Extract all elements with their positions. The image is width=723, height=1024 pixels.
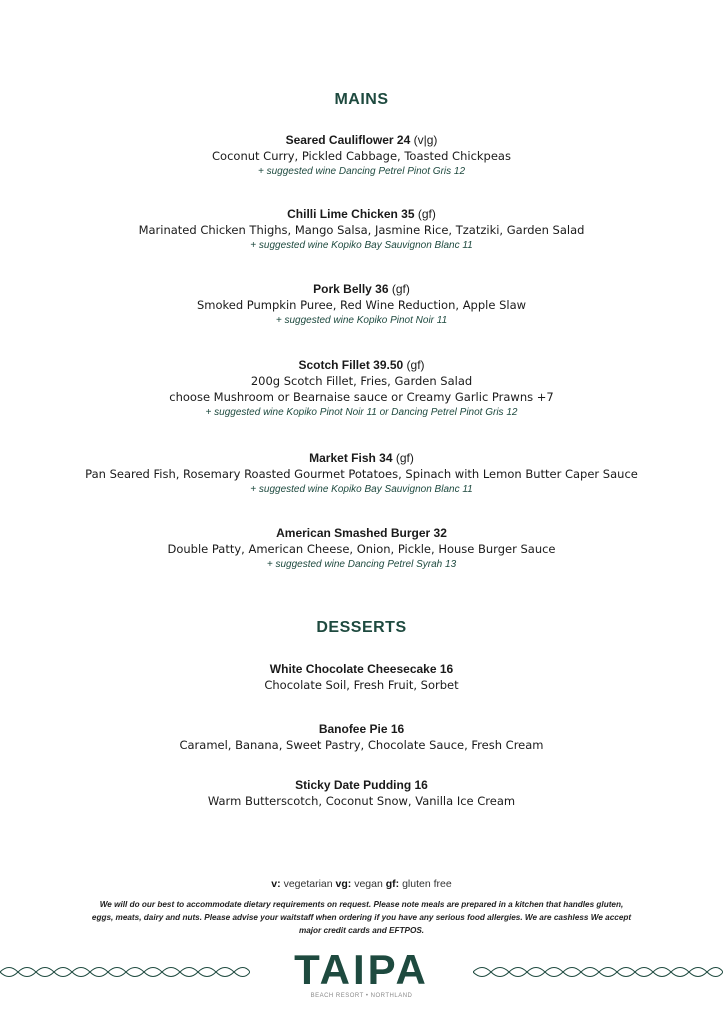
dietary-legend [0, 878, 723, 890]
notice-line: major credit cards and EFTPOS. [298, 926, 425, 935]
dietary-tag: (gf) [391, 282, 410, 296]
item-name: White Chocolate Cheesecake 16 [269, 662, 454, 676]
item-name: Chilli Lime Chicken 35 [287, 207, 415, 221]
item-name: Seared Cauliflower 24 [285, 133, 411, 147]
menu-item-white-chocolate-cheesecake [0, 662, 723, 693]
item-description: Smoked Pumpkin Puree, Red Wine Reduction, Apple Slaw [196, 298, 527, 312]
taipa-logo [0, 948, 723, 999]
item-title [0, 207, 723, 222]
item-description: Warm Butterscotch, Coconut Snow, Vanilla Ice Cream [207, 794, 516, 808]
item-description: Coconut Curry, Pickled Cabbage, Toasted Chickpeas [212, 149, 511, 163]
menu-item-american-smashed-burger [0, 526, 723, 572]
item-title [0, 133, 723, 148]
desserts-heading: DESSERTS [316, 619, 407, 636]
item-name: American Smashed Burger 32 [276, 526, 447, 540]
wine-suggestion: + suggested wine Kopiko Pinot Noir 11 or Dancing Petrel Pinot Gris 12 [205, 407, 518, 418]
notice-line: We will do our best to accommodate dietary requirements on request. Please note meals are prepared in a kitchen that handles gluten, [99, 900, 624, 909]
menu-item-seared-cauliflower [0, 133, 723, 179]
dietary-tag: (gf) [406, 358, 425, 372]
wine-suggestion: + suggested wine Dancing Petrel Pinot Gris 12 [257, 166, 466, 177]
item-description: Marinated Chicken Thighs, Mango Salsa, Jasmine Rice, Tzatziki, Garden Salad [138, 223, 585, 237]
legend-key-vg: vg: [335, 878, 352, 890]
menu-item-scotch-fillet [0, 358, 723, 420]
legend-text-vg: vegan [354, 878, 383, 890]
item-title [0, 358, 723, 373]
menu-item-pork-belly [0, 282, 723, 328]
item-title [0, 526, 723, 541]
item-title [0, 722, 723, 737]
item-title [0, 778, 723, 793]
legend-key-v: v: [271, 878, 281, 890]
menu-item-chilli-lime-chicken [0, 207, 723, 253]
legend-key-gf: gf: [385, 878, 400, 890]
item-description: Double Patty, American Cheese, Onion, Pickle, House Burger Sauce [167, 542, 556, 556]
item-description: Caramel, Banana, Sweet Pastry, Chocolate Sauce, Fresh Cream [179, 738, 544, 752]
menu-item-market-fish [0, 451, 723, 497]
dietary-tag: (gf) [395, 451, 414, 465]
item-name: Market Fish 34 [309, 451, 393, 465]
item-name: Scotch Fillet 39.50 [298, 358, 404, 372]
wine-suggestion: + suggested wine Kopiko Bay Sauvignon Blanc 11 [250, 484, 473, 495]
item-name: Pork Belly 36 [313, 282, 389, 296]
dietary-tag: (gf) [417, 207, 436, 221]
item-title [0, 282, 723, 297]
item-description: Chocolate Soil, Fresh Fruit, Sorbet [264, 678, 459, 692]
wine-suggestion: + suggested wine Dancing Petrel Syrah 13 [266, 559, 457, 570]
logo-wordmark: TAIPA [294, 946, 429, 993]
logo-subtitle: BEACH RESORT • NORTHLAND [310, 993, 413, 999]
item-name: Sticky Date Pudding 16 [295, 778, 428, 792]
item-description: 200g Scotch Fillet, Fries, Garden Salad [250, 374, 473, 388]
legend-text-v: vegetarian [283, 878, 333, 890]
item-title [0, 662, 723, 677]
wine-suggestion: + suggested wine Kopiko Bay Sauvignon Blanc 11 [250, 240, 473, 251]
mains-heading: MAINS [334, 91, 389, 108]
legend-text-gf: gluten free [402, 878, 452, 890]
item-options: choose Mushroom or Bearnaise sauce or Creamy Garlic Prawns +7 [169, 390, 554, 404]
dietary-tag: (v|g) [413, 133, 438, 147]
item-title [0, 451, 723, 466]
menu-item-sticky-date-pudding [0, 778, 723, 809]
allergy-notice [80, 898, 643, 937]
item-description: Pan Seared Fish, Rosemary Roasted Gourmet Potatoes, Spinach with Lemon Butter Caper Sauce [85, 467, 638, 481]
notice-line: eggs, meats, dairy and nuts. Please advise your waitstaff when ordering if you have any serious food allergies. We are cashless We accept [91, 913, 632, 922]
item-name: Banofee Pie 16 [318, 722, 405, 736]
wine-suggestion: + suggested wine Kopiko Pinot Noir 11 [275, 315, 448, 326]
menu-item-banofee-pie [0, 722, 723, 753]
